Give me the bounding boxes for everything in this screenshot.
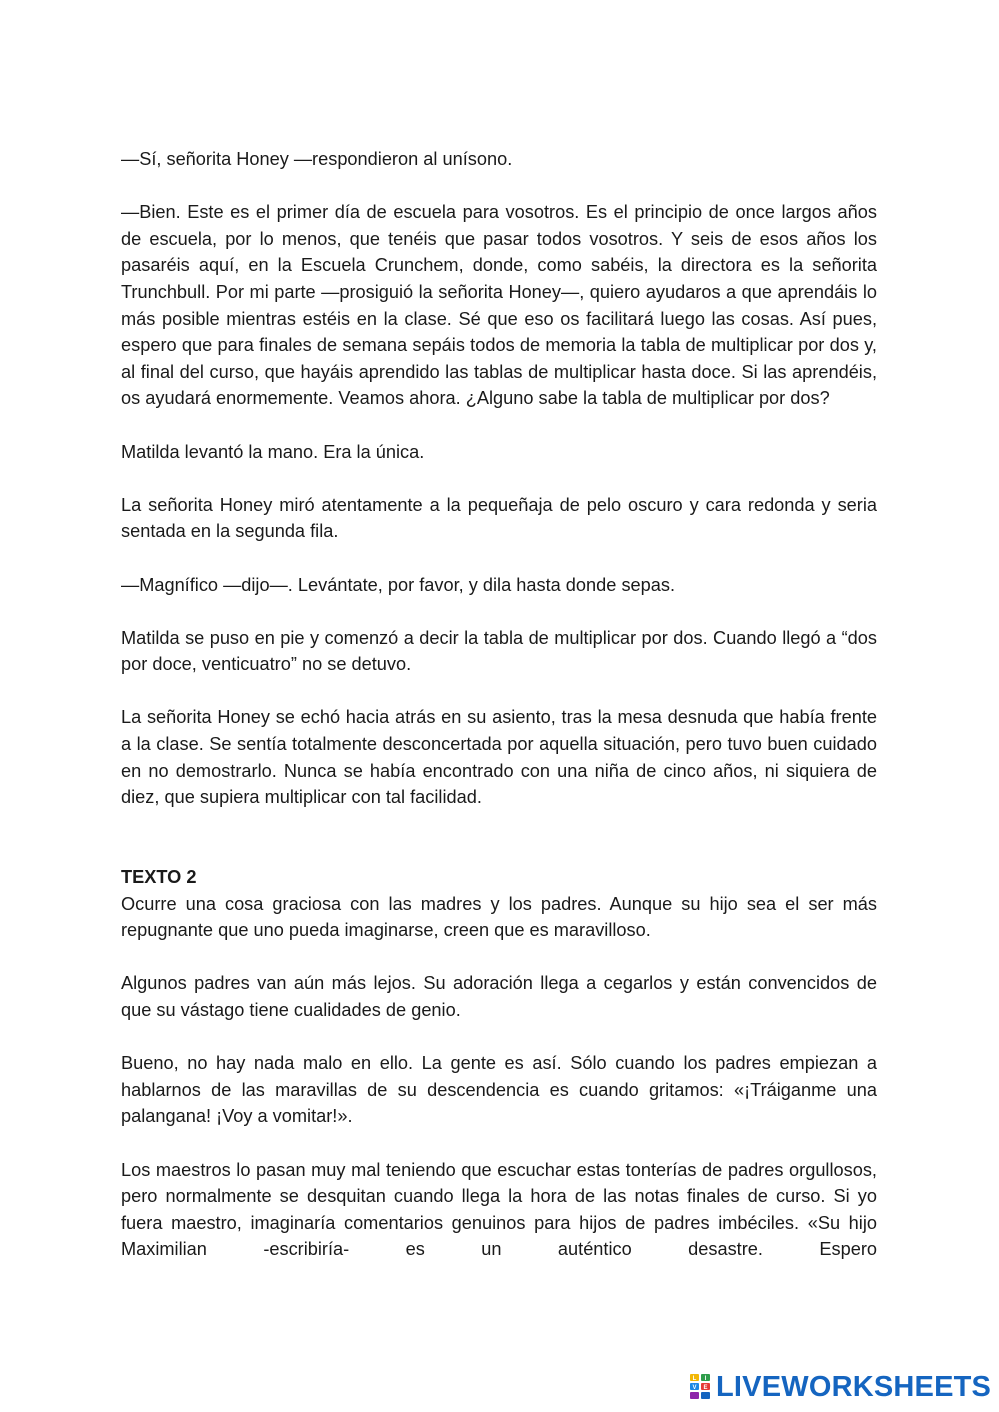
svg-text:L: L <box>692 1376 697 1382</box>
svg-text:E: E <box>703 1385 708 1391</box>
section-heading: TEXTO 2 <box>121 867 197 888</box>
paragraph: Ocurre una cosa graciosa con las madres y los padres. Aunque su hijo sea el ser más repugnante que uno pueda imaginarse, creen que es maravilloso. <box>121 893 877 941</box>
brand-name: LIVEWORKSHEETS <box>716 1371 992 1403</box>
paragraph: —Magnífico —dijo—. Levántate, por favor, y dila hasta donde sepas. <box>121 574 676 595</box>
paragraph: Matilda levantó la mano. Era la única. <box>121 441 425 462</box>
paragraph: Algunos padres van aún más lejos. Su adoración llega a cegarlos y están convencidos de que su vástago tiene cualidades de genio. <box>121 973 877 1020</box>
svg-text:V: V <box>692 1385 697 1391</box>
liveworksheets-logo-icon <box>690 1374 712 1400</box>
paragraph: La señorita Honey miró atentamente a la pequeñaja de pelo oscuro y cara redonda y seria sentada en la segunda fila. <box>121 494 877 542</box>
document-body <box>121 146 877 1263</box>
paragraph: La señorita Honey se echó hacia atrás en su asiento, tras la mesa desnuda que había frente a la clase. Se sentía totalmente desconcertada por aquella situación, pero tuvo buen cuidado en no demostrarlo. Nunca se había encontrado con una niña de cinco años, ni siquiera de diez, que supiera multiplicar con tal facilidad. <box>121 707 877 808</box>
paragraph: —Bien. Este es el primer día de escuela para vosotros. Es el principio de once largos años de escuela, por lo menos, que tenéis que pasar todos vosotros. Y seis de esos años los pasaréis aquí, en la Escuela Crunchem, donde, como sabéis, la directora es la señorita Trunchbull. Por mi parte —prosiguió la señorita Honey—, quiero ayudaros a que aprendáis lo más posible mientras estéis en la clase. Sé que eso os facilitará luego las cosas. Así pues, espero que para finales de semana sepáis todos de memoria la tabla de multiplicar por dos y, al final del curso, que hayáis aprendido las tablas de multiplicar hasta doce. Si las aprendéis, os ayudará enormemente. Veamos ahora. ¿Alguno sabe la tabla de multiplicar por dos? <box>121 202 877 409</box>
paragraph: —Sí, señorita Honey —respondieron al unísono. <box>121 149 513 169</box>
liveworksheets-brand[interactable] <box>690 1372 991 1402</box>
paragraph: Los maestros lo pasan muy mal teniendo que escuchar estas tonterías de padres orgullosos, pero normalmente se desquitan cuando llega la hora de las notas finales de curso. Si yo fuera maestro, imaginaría comentarios genuinos para hijos de padres imbéciles. «Su hijo Maximilian -escribiría- es un auténtico desastre. Espero <box>121 1159 877 1260</box>
paragraph: Matilda se puso en pie y comenzó a decir la tabla de multiplicar por dos. Cuando llegó a “dos por doce, venticuatro” no se detuvo. <box>121 627 877 675</box>
paragraph: Bueno, no hay nada malo en ello. La gente es así. Sólo cuando los padres empiezan a hablarnos de las maravillas de su descendencia es cuando gritamos: «¡Tráiganme una palangana! ¡Voy a vomitar!». <box>121 1053 877 1127</box>
section-spacer <box>121 837 877 864</box>
svg-text:I: I <box>704 1376 707 1382</box>
